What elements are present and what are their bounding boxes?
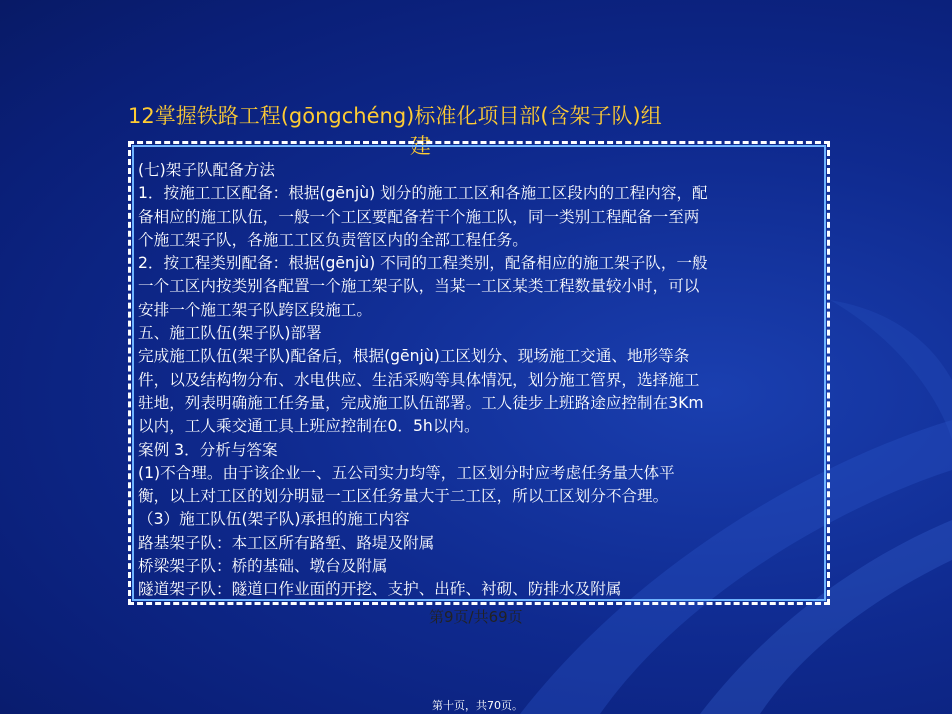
content-line: （3）施工队伍(架子队)承担的施工内容 — [138, 510, 410, 529]
content-line: 2．按工程类别配备：根据(gēnjù) 不同的工程类别，配备相应的施工架子队，一般 — [138, 254, 708, 273]
content-line: 桥梁架子队：桥的基础、墩台及附属 — [138, 557, 388, 576]
content-line: 备相应的施工队伍，一般一个工区要配备若干个施工队，同一类别工程配备一至两 — [138, 207, 700, 226]
content-text — [138, 159, 828, 602]
content-line: 衡，以上对工区的划分明显一工区任务量大于二工区，所以工区划分不合理。 — [138, 487, 669, 506]
content-line: 件，以及结构物分布、水电供应、生活采购等具体情况，划分施工管界，选择施工 — [138, 370, 700, 389]
slide-title-continuation: 建 — [410, 134, 431, 158]
page-indicator: 第9页/共69页 — [429, 608, 523, 626]
content-line: (七)架子队配备方法 — [138, 161, 275, 179]
content-line: 以内，工人乘交通工具上班应控制在0．5h以内。 — [138, 417, 480, 436]
slide-title: 12掌握铁路工程(gōngchéng)标准化项目部(含架子队)组 — [128, 104, 662, 128]
content-line: 驻地，列表明确施工任务量，完成施工队伍部署。工人徒步上班路途应控制在3Km — [138, 393, 704, 412]
content-line: 一个工区内按类别各配置一个施工架子队，当某一工区某类工程数量较小时，可以 — [138, 277, 700, 296]
content-line: 1．按施工工区配备：根据(gēnjù) 划分的施工工区和各施工区段内的工程内容，配 — [138, 184, 708, 203]
content-line: 隧道架子队：隧道口作业面的开挖、支护、出砟、衬砌、防排水及附属 — [138, 580, 622, 599]
content-line: 完成施工队伍(架子队)配备后，根据(gēnjù)工区划分、现场施工交通、地形等条 — [138, 347, 690, 366]
content-line: 五、施工队伍(架子队)部署 — [138, 324, 322, 343]
content-line: 个施工架子队，各施工工区负责管区内的全部工程任务。 — [138, 230, 528, 249]
content-line: 案例 3．分析与答案 — [138, 440, 278, 459]
footer-page-number: 第十页，共70页。 — [432, 699, 523, 712]
content-line: 路基架子队：本工区所有路堑、路堤及附属 — [138, 533, 435, 552]
content-line: (1)不合理。由于该企业一、五公司实力均等，工区划分时应考虑任务量大体平 — [138, 463, 675, 482]
content-line: 安排一个施工架子队跨区段施工。 — [138, 300, 372, 319]
